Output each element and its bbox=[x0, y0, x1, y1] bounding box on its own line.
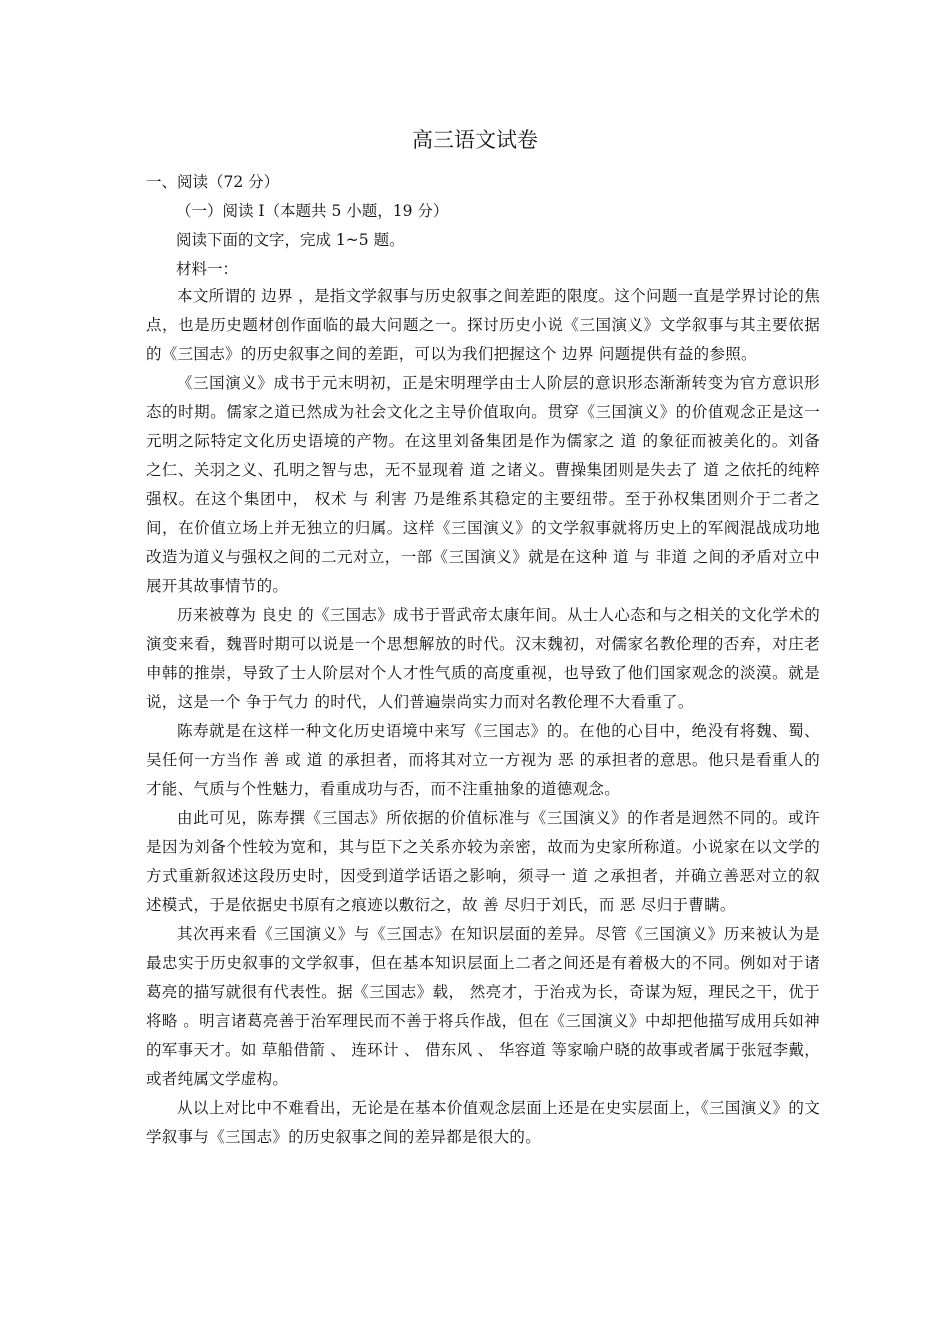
paragraph-6: 其次再来看《三国演义》与《三国志》在知识层面的差异。尽管《三国演义》历来被认为是最忠实于历史叙事的文学叙事，但在基本知识层面上二者之间还是有着极大的不同。例如对于诸葛亮的描写就很有代表性。据《三国志》载， 然亮才，于治戎为长，奇谋为短，理民之干，优于将略 。明言诸葛亮善于治军理民而不善于将兵作战，但在《三国演义》中却把他描写成用兵如神的军事天才。如 草船借箭 、 连环计 、 借东风 、 华容道 等家喻户晓的故事或者属于张冠李戴，或者纯属文学虚构。 bbox=[146, 925, 820, 1088]
paragraph-4: 陈寿就是在这样一种文化历史语境中来写《三国志》的。在他的心目中，绝没有将魏、蜀、吴任何一方当作 善 或 道 的承担者，而将其对立一方视为 恶 的承担者的意思。他只是看重人的才能、气质与个性魅力，看重成功与否，而不注重抽象的道德观念。 bbox=[146, 722, 820, 798]
subsection-heading: （一）阅读 I（本题共 5 小题，19 分） bbox=[176, 202, 449, 220]
paragraph-1: 本文所谓的 边界 ，是指文学叙事与历史叙事之间差距的限度。这个问题一直是学界讨论的焦点，也是历史题材创作面临的最大问题之一。探讨历史小说《三国演义》文学叙事与其主要依据的《三国志》的历史叙事之间的差距，可以为我们把握这个 边界 问题提供有益的参照。 bbox=[146, 287, 820, 363]
paragraph-3: 历来被尊为 良史 的《三国志》成书于晋武帝太康年间。从士人心态和与之相关的文化学术的演变来看，魏晋时期可以说是一个思想解放的时代。汉末魏初，对儒家名教伦理的否弃，对庄老申韩的推崇，导致了士人阶层对个人才性气质的高度重视，也导致了他们国家观念的淡漠。就是说，这是一个 争于气力 的时代，人们普遍崇尚实力而对名教伦理不大看重了。 bbox=[146, 606, 820, 711]
reading-passage bbox=[146, 282, 820, 1152]
instruction-text: 阅读下面的文字，完成 1~5 题。 bbox=[176, 231, 405, 249]
page-title: 高三语文试卷 bbox=[412, 128, 538, 152]
paragraph-5: 由此可见，陈寿撰《三国志》所依据的价值标准与《三国演义》的作者是迥然不同的。或许是因为刘备个性较为宽和，其与臣下之关系亦较为亲密，故而为史家所称道。小说家在以文学的方式重新叙述这段历史时，因受到道学话语之影响，须寻一 道 之承担者，并确立善恶对立的叙述模式，于是依据史书原有之痕迹以敷衍之，故 善 尽归于刘氏，而 恶 尽归于曹瞒。 bbox=[146, 809, 820, 914]
section-heading: 一、阅读（72 分） bbox=[146, 173, 280, 191]
paragraph-7: 从以上对比中不难看出，无论是在基本价值观念层面上还是在史实层面上，《三国演义》的文学叙事与《三国志》的历史叙事之间的差异都是很大的。 bbox=[146, 1099, 820, 1146]
material-label: 材料一： bbox=[176, 260, 239, 278]
paragraph-2: 《三国演义》成书于元末明初，正是宋明理学由士人阶层的意识形态渐渐转变为官方意识形态的时期。儒家之道已然成为社会文化之主导价值取向。贯穿《三国演义》的价值观念正是这一元明之际特定文化历史语境的产物。在这里刘备集团是作为儒家之 道 的象征而被美化的。刘备之仁、关羽之义、孔明之智与忠，无不显现着 道 之诸义。曹操集团则是失去了 道 之依托的纯粹强权。在这个集团中， 权术 与 利害 乃是维系其稳定的主要纽带。至于孙权集团则介于二者之间，在价值立场上并无独立的归属。这样《三国演义》的文学叙事就将历史上的军阀混战成功地改造为道义与强权之间的二元对立，一部《三国演义》就是在这种 道 与 非道 之间的矛盾对立中展开其故事情节的。 bbox=[146, 374, 820, 595]
